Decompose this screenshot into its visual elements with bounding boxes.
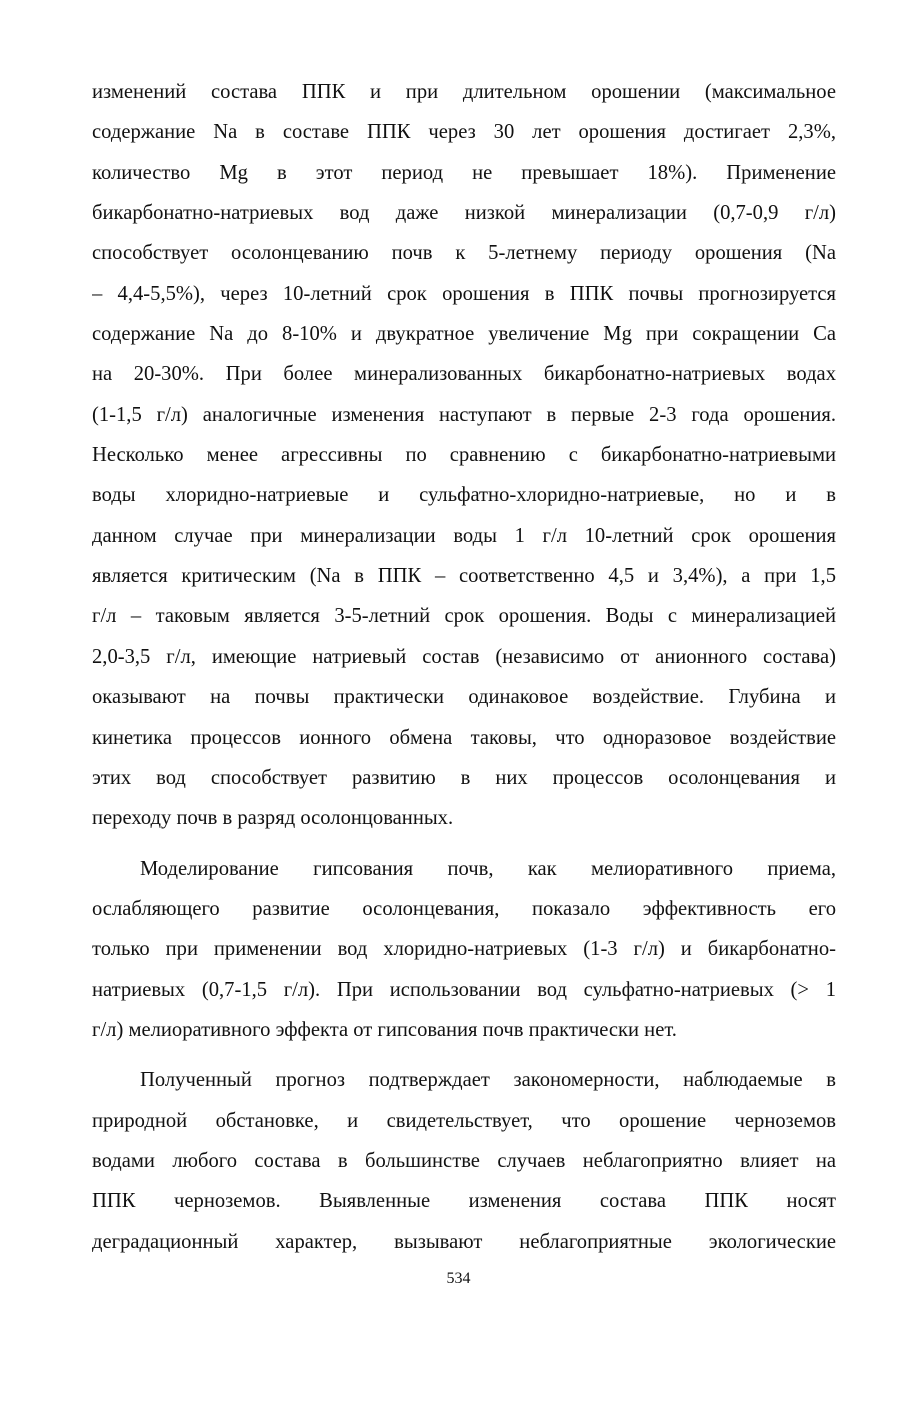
text-line: Несколько менее агрессивны по сравнению с бикарбонатно-натриевыми	[92, 444, 836, 467]
text-line: содержание Na до 8-10% и двукратное увеличение Mg при сокращении Ca	[92, 323, 836, 346]
text-line: (1-1,5 г/л) аналогичные изменения наступают в первые 2-3 года орошения.	[92, 403, 836, 426]
text-line: оказывают на почвы практически одинаковое воздействие. Глубина и	[92, 686, 836, 709]
text-line: природной обстановке, и свидетельствует, что орошение черноземов	[92, 1109, 836, 1132]
text-line: водами любого состава в большинстве случаев неблагоприятно влияет на	[92, 1149, 836, 1172]
text-line: воды хлоридно-натриевые и сульфатно-хлоридно-натриевые, но и в	[92, 484, 836, 507]
text-line: количество Mg в этот период не превышает 18%). Применение	[92, 161, 836, 184]
text-line: ослабляющего развитие осолонцевания, показало эффективность его	[92, 897, 836, 920]
text-line: натриевых (0,7-1,5 г/л). При использовании вод сульфатно-натриевых (> 1	[92, 978, 836, 1001]
text-line: кинетика процессов ионного обмена таковы, что одноразовое воздействие	[92, 726, 836, 749]
paragraph-spacer	[92, 839, 836, 849]
text-line: г/л – таковым является 3-5-летний срок орошения. Воды с минерализацией	[92, 605, 836, 628]
text-line: Моделирование гипсования почв, как мелиоративного приема,	[140, 857, 836, 880]
text-line: этих вод способствует развитию в них процессов осолонцевания и	[92, 766, 836, 789]
text-line: 2,0-3,5 г/л, имеющие натриевый состав (независимо от анионного состава)	[92, 645, 836, 668]
paragraph-spacer	[92, 1050, 836, 1060]
text-line: содержание Na в составе ППК через 30 лет орошения достигает 2,3%,	[92, 121, 836, 144]
document-page	[92, 72, 836, 1262]
paragraph-gypsum-modeling	[92, 849, 836, 1051]
text-line: является критическим (Na в ППК – соответственно 4,5 и 3,4%), а при 1,5	[92, 565, 836, 588]
paragraph-irrigation-forecast	[92, 72, 836, 839]
text-line: данном случае при минерализации воды 1 г/л 10-летний срок орошения	[92, 524, 836, 547]
text-line: деградационный характер, вызывают неблагоприятные экологические	[92, 1230, 836, 1253]
text-line: способствует осолонцеванию почв к 5-летнему периоду орошения (Na	[92, 242, 836, 265]
text-line: на 20-30%. При более минерализованных бикарбонатно-натриевых водах	[92, 363, 836, 386]
text-line: только при применении вод хлоридно-натриевых (1-3 г/л) и бикарбонатно-	[92, 938, 836, 961]
paragraph-forecast-conclusion	[92, 1060, 836, 1262]
text-line: бикарбонатно-натриевых вод даже низкой минерализации (0,7-0,9 г/л)	[92, 202, 836, 225]
text-line: изменений состава ППК и при длительном орошении (максимальное	[92, 81, 836, 103]
page-number: 534	[446, 1270, 471, 1287]
text-line: переходу почв в разряд осолонцованных.	[92, 807, 454, 830]
text-line: – 4,4-5,5%), через 10-летний срок орошения в ППК почвы прогнозируется	[92, 282, 836, 305]
text-line: г/л) мелиоративного эффекта от гипсования почв практически нет.	[92, 1018, 677, 1041]
text-line: ППК черноземов. Выявленные изменения состава ППК носят	[92, 1190, 836, 1213]
text-line: Полученный прогноз подтверждает закономерности, наблюдаемые в	[140, 1069, 836, 1092]
